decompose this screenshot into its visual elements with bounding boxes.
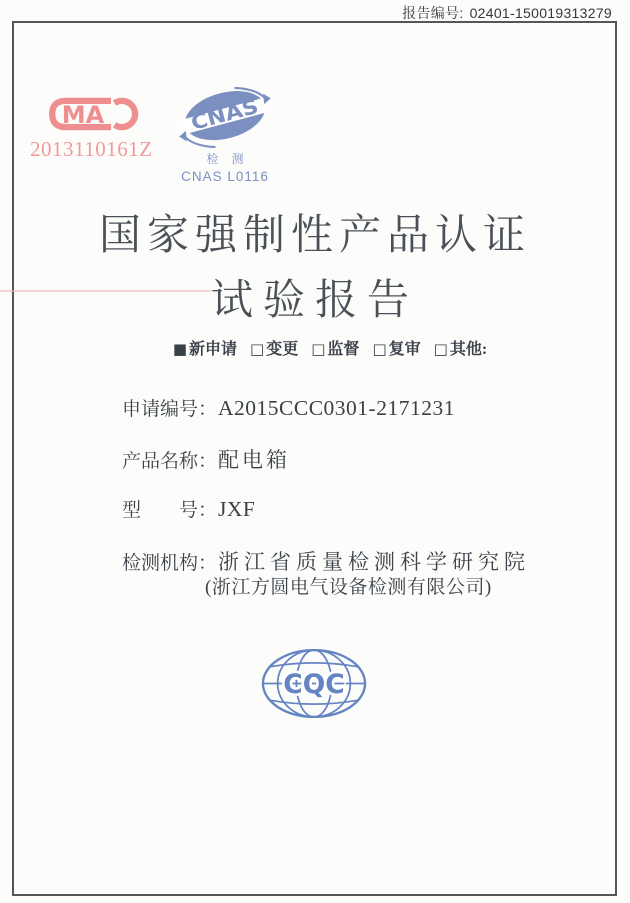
cma-accreditation-code: 2013110161Z: [30, 137, 153, 161]
option-new-application: [173, 336, 237, 359]
option-other: [434, 336, 488, 359]
report-number-label: 报告编号:: [402, 5, 464, 21]
field-label: 检测机构：: [122, 553, 218, 574]
cma-c-shape: [115, 101, 135, 127]
field-application-number: [122, 394, 455, 421]
cma-accreditation-mark: [30, 95, 162, 162]
field-label: [122, 495, 218, 522]
field-label: 申请编号：: [122, 399, 218, 420]
cqc-logo-icon: [260, 647, 368, 720]
cqc-mark: [260, 647, 368, 720]
model-value: JXF: [218, 497, 256, 521]
report-number: [402, 3, 612, 23]
option-label: 新申请: [189, 341, 238, 358]
model-label-left: 型: [122, 500, 142, 521]
checkbox-empty-glyph: □: [250, 340, 265, 358]
option-review: [372, 336, 420, 359]
checkbox-checked-glyph: ■: [172, 340, 188, 358]
option-label: 监督: [327, 341, 360, 358]
product-name-value: 配电箱: [218, 448, 290, 472]
test-organization-alt-name: (浙江方圆电气设备检测有限公司): [205, 577, 492, 598]
report-number-value: 02401-150019313279: [469, 5, 612, 21]
cqc-letters: CQC: [283, 668, 345, 700]
application-number-value: A2015CCC0301-2171231: [218, 396, 455, 420]
cma-letters: MA: [61, 100, 105, 130]
cnas-lab-code: CNAS L0116: [181, 169, 269, 184]
model-label-right: 号：: [178, 500, 217, 521]
test-organization-value: 浙江省质量检测科学研究院: [218, 550, 530, 574]
checkbox-empty-glyph: □: [433, 340, 448, 358]
field-model: [122, 495, 255, 522]
checkbox-empty-glyph: □: [311, 340, 326, 358]
field-label: 产品名称：: [122, 451, 218, 472]
application-type-row: [15, 336, 630, 359]
option-supervision: [311, 336, 359, 359]
cma-logo-icon: [45, 95, 139, 133]
field-product-name: [122, 444, 290, 474]
option-change: [250, 336, 298, 359]
cnas-letters: CNAS: [188, 95, 254, 135]
option-label: 变更: [266, 341, 299, 358]
option-label: 其他:: [449, 341, 488, 358]
cnas-caption: 检 测: [206, 152, 249, 166]
title-line-1: 国家强制性产品认证: [98, 213, 531, 259]
cnas-accreditation-mark: [173, 86, 277, 184]
document-title: [0, 212, 630, 326]
checkbox-empty-glyph: □: [372, 340, 387, 358]
option-label: 复审: [388, 341, 421, 358]
cnas-logo-icon: [177, 86, 273, 149]
title-line-2: 试验报告: [210, 278, 419, 325]
